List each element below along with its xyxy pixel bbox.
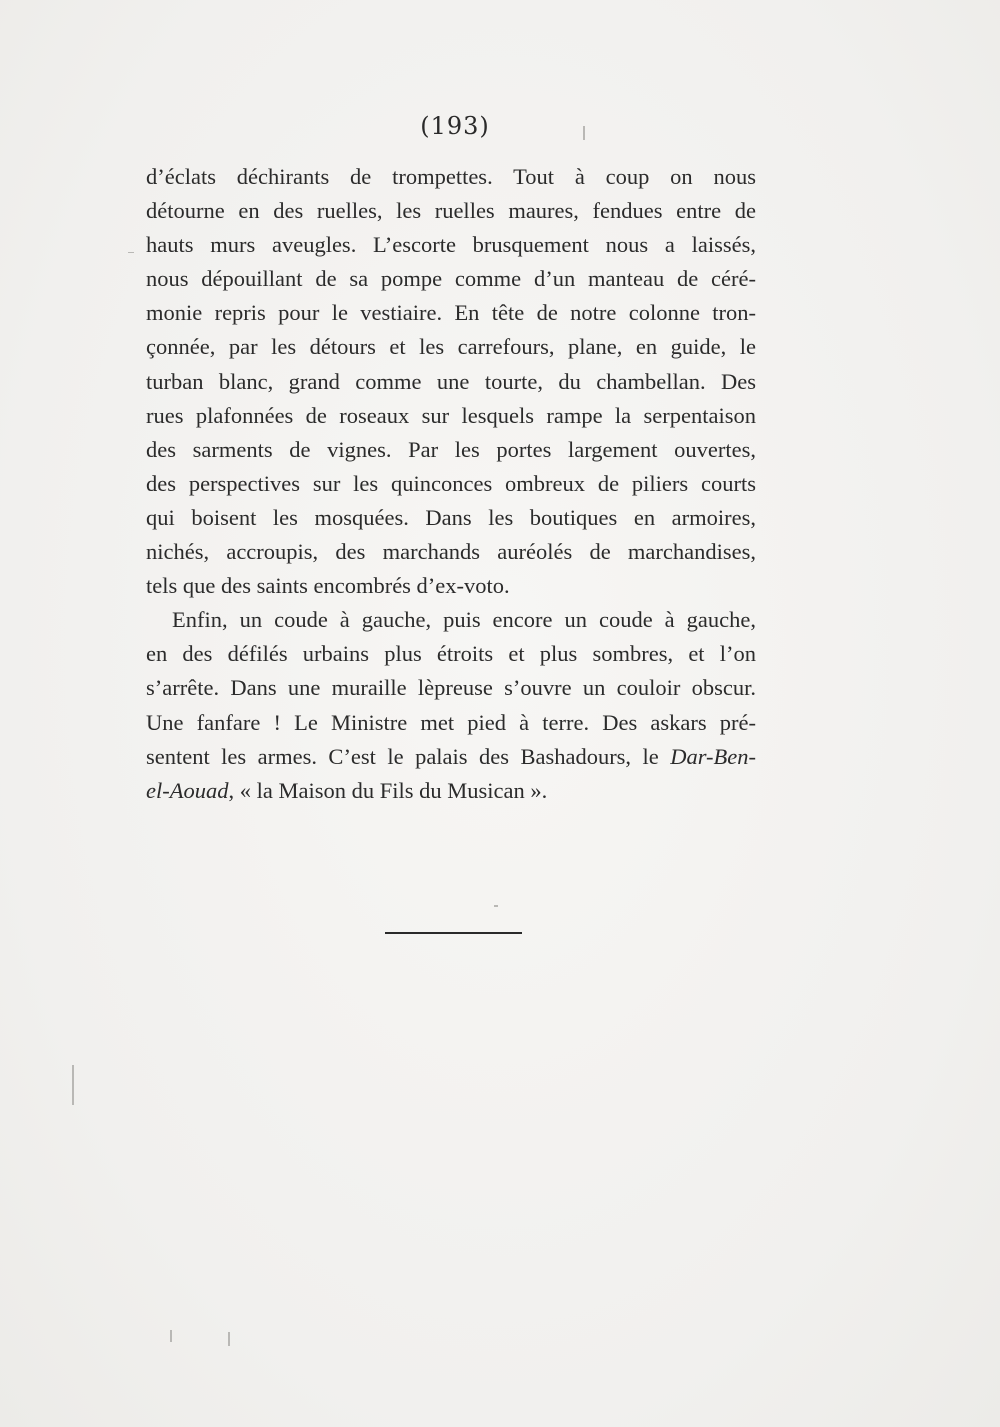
text-line: s’arrête. Dans une muraille lèpreuse s’ouvre un couloir obscur. [146,675,756,701]
text-segment: sentent les armes. C’est le palais des Bashadours, le [146,743,671,769]
body-text [146,160,756,808]
text-line: hauts murs aveugles. L’escorte brusquement nous a laissés, [146,232,756,258]
text-line-with-italic [146,774,756,808]
text-line: rues plafonnées de roseaux sur lesquels rampe la serpentaison [146,402,756,428]
page-number: (193) [420,112,490,140]
text-line: détourne en des ruelles, les ruelles maures, fendues entre de [146,198,756,224]
paper-speck [583,126,585,140]
text-line: çonnée, par les détours et les carrefours, plane, en guide, le [146,334,756,360]
italic-place-name-cont: el-Aouad [146,777,229,803]
text-line: des sarments de vignes. Par les portes largement ouvertes, [146,436,756,462]
paper-speck [170,1330,172,1342]
text-line: des perspectives sur les quinconces ombreux de piliers courts [146,470,756,496]
paragraph-1 [146,160,756,603]
text-line: Une fanfare ! Le Ministre met pied à terre. Des askars pré- [146,709,756,735]
text-line: en des défilés urbains plus étroits et plus sombres, et l’on [146,641,756,667]
paper-speck [128,252,134,253]
italic-place-name: Dar-Ben- [670,743,756,769]
text-line: tels que des saints encombrés d’ex-voto. [146,573,510,599]
text-line: nous dépouillant de sa pompe comme d’un manteau de céré- [146,266,756,292]
paragraph-2 [146,603,756,808]
paper-speck [228,1332,230,1346]
text-line: turban blanc, grand comme une tourte, du chambellan. Des [146,368,756,394]
paper-speck [72,1065,74,1105]
section-divider-rule [385,932,522,934]
text-line: d’éclats déchirants de trompettes. Tout à coup on nous [146,164,756,189]
text-segment: , « la Maison du Fils du Musican ». [228,777,548,803]
text-line: monie repris pour le vestiaire. En tête de notre colonne tron- [146,300,756,326]
text-line-with-italic [146,740,756,774]
text-line: nichés, accroupis, des marchands auréolés de marchandises, [146,539,756,565]
text-line: Enfin, un coude à gauche, puis encore un coude à gauche, [172,607,756,633]
paper-speck [494,905,498,907]
text-line: qui boisent les mosquées. Dans les boutiques en armoires, [146,504,756,530]
